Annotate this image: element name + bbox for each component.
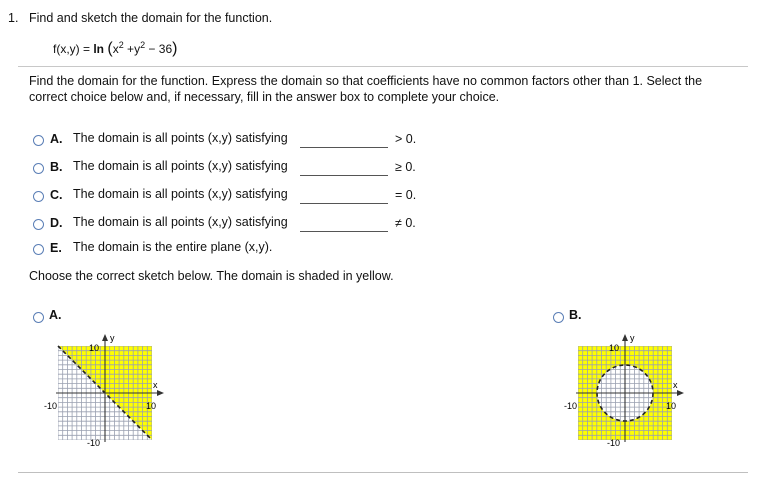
choice-a-answer-box[interactable] bbox=[300, 147, 388, 148]
sketch-b-graph[interactable] bbox=[564, 330, 695, 448]
choice-e-text: The domain is the entire plane (x,y). bbox=[73, 240, 273, 254]
sketch-b-y-label: y bbox=[630, 333, 635, 343]
sketch-b-y-max-tick: 10 bbox=[609, 343, 620, 353]
choice-d-letter: D. bbox=[50, 216, 63, 230]
plus-sign: + bbox=[127, 42, 135, 56]
sketch-b-x-arrow bbox=[677, 390, 684, 396]
y-term: y bbox=[134, 42, 141, 56]
choice-d-text: The domain is all points (x,y) satisfying bbox=[73, 215, 288, 229]
sketch-b-letter: B. bbox=[569, 308, 582, 322]
sketch-a-x-arrow bbox=[157, 390, 164, 396]
choice-b-letter: B. bbox=[50, 160, 63, 174]
sketch-a-y-label: y bbox=[110, 333, 115, 343]
y-exponent: 2 bbox=[140, 40, 146, 50]
choice-d-answer-box[interactable] bbox=[300, 231, 388, 232]
minus-constant: − 36 bbox=[148, 42, 173, 56]
sketch-b-x-label: x bbox=[673, 380, 678, 390]
divider-top bbox=[18, 66, 748, 67]
choice-c-answer-box[interactable] bbox=[300, 203, 388, 204]
choice-e-letter: E. bbox=[50, 241, 62, 255]
function-lhs: f(x,y) = bbox=[53, 42, 94, 56]
x-exponent: 2 bbox=[118, 40, 124, 50]
choice-c-text: The domain is all points (x,y) satisfying bbox=[73, 187, 288, 201]
choice-b-text: The domain is all points (x,y) satisfying bbox=[73, 159, 288, 173]
sketch-a-y-min-tick: -10 bbox=[87, 438, 101, 448]
choice-b-radio[interactable] bbox=[33, 163, 44, 174]
choice-c-letter: C. bbox=[50, 188, 63, 202]
choice-e-radio[interactable] bbox=[33, 244, 44, 255]
sketch-b-x-min-tick: -10 bbox=[564, 401, 578, 411]
sketch-a-y-arrow bbox=[102, 334, 108, 341]
sketch-b-y-arrow bbox=[622, 334, 628, 341]
sketch-a-graph[interactable] bbox=[44, 330, 175, 448]
choice-c-radio[interactable] bbox=[33, 191, 44, 202]
choice-a-radio[interactable] bbox=[33, 135, 44, 146]
sketch-b-y-min-tick: -10 bbox=[607, 438, 621, 448]
sketch-a-x-label: x bbox=[153, 380, 158, 390]
sketch-a-letter: A. bbox=[49, 308, 62, 322]
choice-b-relation: ≥ 0. bbox=[395, 160, 416, 174]
sketch-b-radio[interactable] bbox=[553, 312, 564, 323]
sketch-a-y-max-tick: 10 bbox=[89, 343, 100, 353]
x-term: x bbox=[112, 42, 119, 56]
sketch-prompt: Choose the correct sketch below. The domain is shaded in yellow. bbox=[29, 269, 394, 283]
function-ln: ln bbox=[93, 42, 105, 56]
choice-a-letter: A. bbox=[50, 132, 63, 146]
question-number: 1. bbox=[8, 11, 19, 25]
choice-d-relation: ≠ 0. bbox=[395, 216, 416, 230]
choice-a-text: The domain is all points (x,y) satisfying bbox=[73, 131, 288, 145]
choice-b-answer-box[interactable] bbox=[300, 175, 388, 176]
sketch-b-x-max-tick: 10 bbox=[666, 401, 677, 411]
choice-a-relation: > 0. bbox=[395, 132, 417, 146]
choice-d-radio[interactable] bbox=[33, 219, 44, 230]
sketch-a-x-min-tick: -10 bbox=[44, 401, 58, 411]
sketch-a-x-max-tick: 10 bbox=[146, 401, 157, 411]
instructions-line-2: correct choice below and, if necessary, fill in the answer box to complete your choice. bbox=[29, 90, 500, 104]
function-formula: $f(x,y) = \ln (x^2 +y^2 - 36)$ bbox=[53, 40, 178, 57]
instructions-line-1: Find the domain for the function. Express the domain so that coefficients have no common factors other than 1. Select the bbox=[29, 74, 703, 88]
sketch-a-radio[interactable] bbox=[33, 312, 44, 323]
question-prompt: Find and sketch the domain for the function. bbox=[29, 11, 273, 25]
choice-c-relation: = 0. bbox=[395, 188, 417, 202]
divider-bottom bbox=[18, 472, 748, 473]
